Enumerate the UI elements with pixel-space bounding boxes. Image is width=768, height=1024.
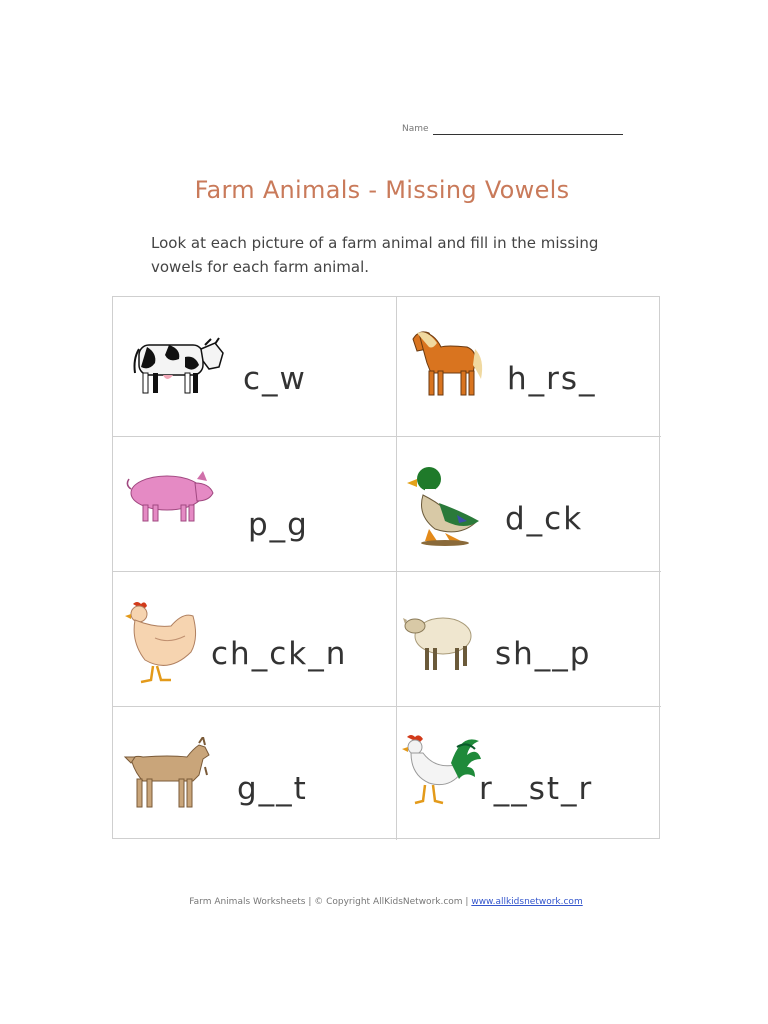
animal-cell-horse [397, 297, 661, 437]
animal-word-rooster: r__st_r [479, 771, 594, 807]
horse-icon [405, 327, 485, 403]
duck-icon [405, 463, 487, 547]
animal-cell-sheep [397, 572, 661, 707]
animal-word-cow: c_w [243, 361, 307, 397]
footer [0, 897, 768, 907]
animal-cell-rooster [397, 707, 661, 840]
animal-word-pig: p_g [248, 507, 309, 543]
animal-grid [112, 296, 660, 839]
cow-icon [129, 335, 225, 399]
sheep-icon [403, 612, 475, 674]
name-field [402, 124, 429, 134]
name-label: Name [402, 124, 429, 134]
animal-cell-pig [113, 437, 397, 572]
animal-cell-cow [113, 297, 397, 437]
animal-cell-chicken [113, 572, 397, 707]
pig-icon [125, 469, 217, 523]
footer-text: Farm Animals Worksheets | © Copyright AllKidsNetwork.com | [189, 897, 472, 907]
animal-word-horse: h_rs_ [507, 361, 597, 397]
animal-word-duck: d_ck [505, 501, 584, 537]
animal-word-sheep: sh__p [495, 636, 592, 672]
worksheet-title: Farm Animals - Missing Vowels [194, 176, 570, 204]
animal-cell-goat [113, 707, 397, 840]
animal-word-chicken: ch_ck_n [211, 636, 348, 672]
chicken-icon [121, 600, 201, 686]
animal-word-goat: g__t [237, 771, 308, 807]
rooster-icon [401, 733, 481, 809]
instructions: Look at each picture of a farm animal and fill in the missing vowels for each farm animal. [151, 234, 599, 276]
name-blank-line[interactable] [433, 134, 623, 135]
goat-icon [121, 737, 213, 809]
animal-cell-duck [397, 437, 661, 572]
footer-link[interactable]: www.allkidsnetwork.com [471, 897, 583, 907]
